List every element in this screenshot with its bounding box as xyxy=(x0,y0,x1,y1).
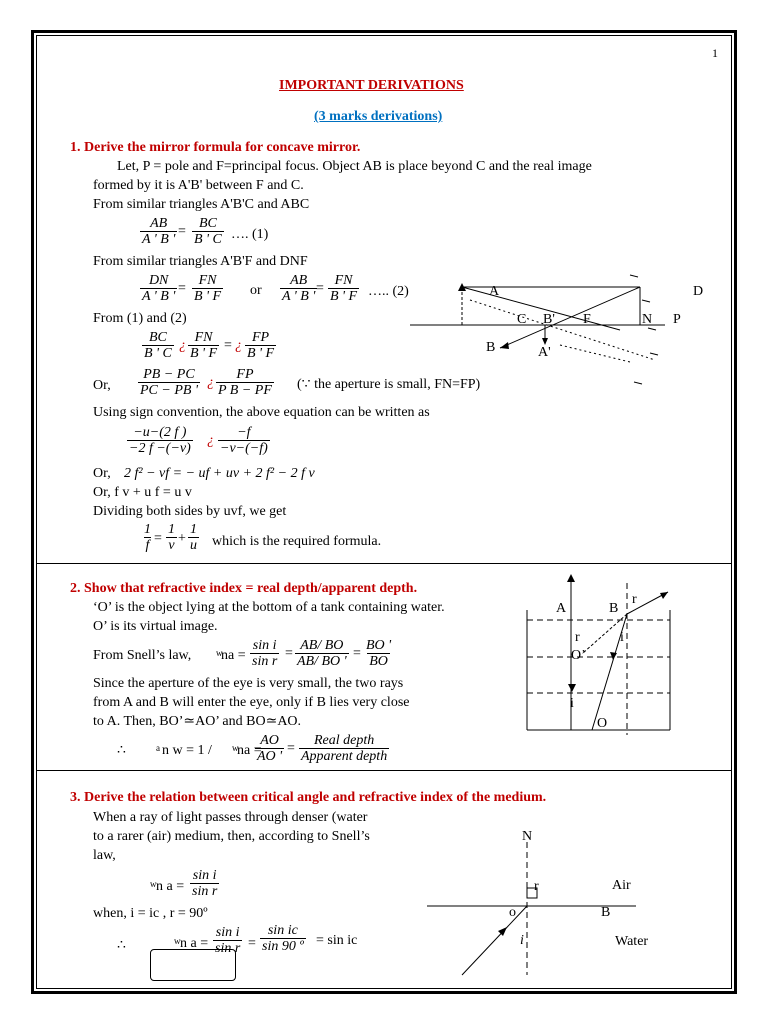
q3-sup-w: w xyxy=(150,879,157,889)
q1-line7: Dividing both sides by uvf, we get xyxy=(93,504,287,519)
q1-heading: 1. Derive the mirror formula for concave mirror. xyxy=(70,140,361,155)
q3-heading: 3. Derive the relation between critical angle and refractive index of the medium. xyxy=(70,790,547,805)
svg-text:A: A xyxy=(556,601,567,616)
svg-text:i: i xyxy=(520,933,524,948)
svg-text:A: A xyxy=(489,284,500,299)
q2-sup-w2: w xyxy=(232,743,239,753)
q2-line3: From Snell’s law, xyxy=(93,648,192,663)
q1-line3: From similar triangles A'B'C and ABC xyxy=(93,197,310,212)
svg-text:B: B xyxy=(601,905,611,920)
q3-sup-w2: w xyxy=(174,936,181,946)
page-number: 1 xyxy=(712,46,718,60)
q2-line5: from A and B will enter the eye, only if B lies very close xyxy=(93,695,410,710)
svg-text:i: i xyxy=(620,630,624,645)
q3-line3: law, xyxy=(93,848,116,863)
svg-text:B': B' xyxy=(543,312,555,327)
svg-text:O: O xyxy=(597,716,608,731)
svg-text:i: i xyxy=(570,696,574,711)
q3-n-label: n a = xyxy=(156,879,185,894)
q2-line4: Since the aperture of the eye is very small, the two rays xyxy=(93,676,404,691)
q3-n-label-2: n a = xyxy=(180,936,209,951)
q1-or-3: Or, f v + u f = u v xyxy=(93,485,192,500)
q1-or-1: Or, xyxy=(93,378,111,393)
q1-line2: formed by it is A'B' between F and C. xyxy=(93,178,304,193)
svg-text:O’: O’ xyxy=(571,648,586,663)
svg-text:D: D xyxy=(693,284,704,299)
svg-text:B: B xyxy=(486,340,496,355)
q1-line4: From similar triangles A'B'F and DNF xyxy=(93,254,308,269)
q1-or-2: Or, xyxy=(93,466,111,481)
svg-text:F: F xyxy=(583,312,591,327)
svg-text:B: B xyxy=(609,601,619,616)
q1-line5: From (1) and (2) xyxy=(93,311,187,326)
q1-line6: Using sign convention, the above equation can be written as xyxy=(93,405,430,420)
page-subtitle: (3 marks derivations) xyxy=(314,109,443,124)
svg-text:o: o xyxy=(509,905,516,920)
svg-text:r: r xyxy=(575,630,580,645)
page-title: IMPORTANT DERIVATIONS xyxy=(279,78,464,93)
q2-nw-label: n w = 1 / xyxy=(162,743,212,758)
q2-line1: ‘O’ is the object lying at the bottom of a tank containing water. xyxy=(93,600,445,615)
q2-line6: to A. Then, BO’≃AO’ and BO≃AO. xyxy=(93,714,302,729)
svg-text:P: P xyxy=(673,312,681,327)
q2-therefore: ∴ xyxy=(117,743,126,758)
svg-text:C: C xyxy=(517,312,527,327)
q3-line1: When a ray of light passes through denser (water xyxy=(93,810,368,825)
svg-text:N: N xyxy=(522,829,533,844)
svg-text:r: r xyxy=(534,879,539,894)
q3-equation-1: sin i sin r xyxy=(192,868,218,899)
q3-therefore: ∴ xyxy=(117,938,126,953)
q3-line4: when, i = ic , r = 90º xyxy=(93,906,208,921)
q2-sup-a: a xyxy=(156,743,160,753)
q2-na-label: na = xyxy=(237,743,262,758)
svg-text:A': A' xyxy=(538,345,551,360)
q2-n-label: na = xyxy=(221,648,246,663)
q3-line2: to a rarer (air) medium, then, according to Snell’s xyxy=(93,829,370,844)
q2-sup-w: w xyxy=(216,648,223,658)
svg-text:Water: Water xyxy=(615,934,649,949)
svg-text:N: N xyxy=(642,312,653,327)
q1-equation-6: 2 f² − vf = − uf + uv + 2 f² − 2 f v xyxy=(124,466,315,481)
critical-angle-labels xyxy=(509,829,648,949)
q1-line1: Let, P = pole and F=principal focus. Object AB is place beyond C and the real image xyxy=(117,159,592,174)
svg-text:r: r xyxy=(632,592,637,607)
q2-heading: 2. Show that refractive index = real depth/apparent depth. xyxy=(70,581,418,596)
q2-line2: O’ is its virtual image. xyxy=(93,619,218,634)
svg-text:Air: Air xyxy=(612,878,631,893)
